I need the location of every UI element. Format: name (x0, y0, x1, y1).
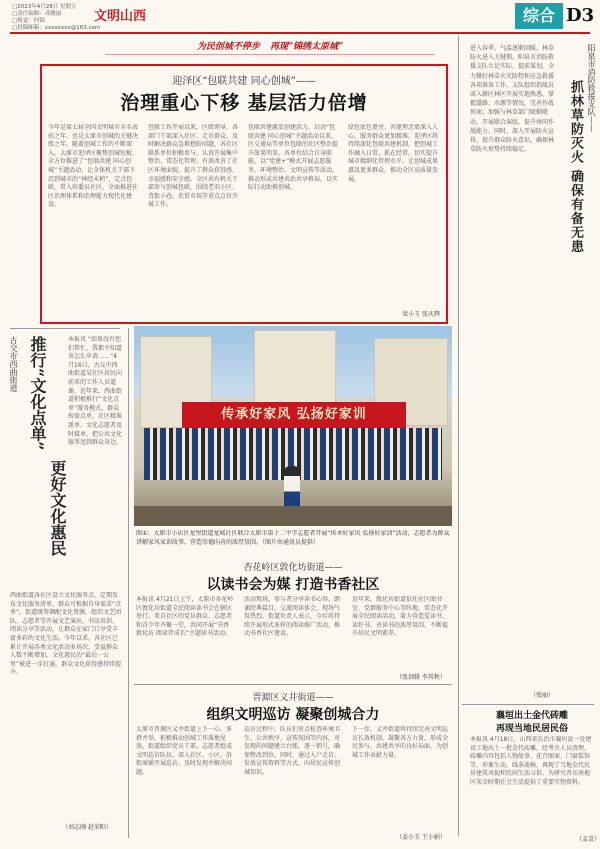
lead-col-3: 包联共建激发创建活力。启动“包联共建 同心创城”主题活动以来，区交通局等单位包联的社区整治提升效果明显。各单位结合自身职能，以“党建+”模式开展志愿服务、环境整治、文明宣传等活动，推动形成共建共治共享格局，以实际行动助推创城。 (248, 124, 339, 192)
story3-kicker: 晋源区义井街道—— (252, 693, 334, 703)
lead-col-4: 绿色底色更亮、共建理念更深入人心，服务群众更加精准。迎泽区将持续深化包联共建机制，把创城工作融入日常、抓在经常，切实提升城市精细化管理水平。让创城成果惠及更多群众，推动全区高质量发展。 (348, 124, 439, 183)
lead-col-2: 包联工作开展以来，区级领导、各部门干部深入社区、走访群众，及时解决群众急难愁盼问题，各社区联系单位积极参与，认真开展集中整治、常态化管理，有效改善了社区环境面貌，提升了群众获得感、幸福感和安全感。全区共有机关干部参与创城包联，围绕老旧小区、背街小巷、农贸市场等重点点位开展工作。 (148, 124, 239, 209)
right-story2-headline-b: 再现当地民居民俗 (495, 724, 568, 734)
editor-line: □责任编辑：邓雅丽 (12, 11, 62, 17)
page-number: D3 (566, 5, 595, 26)
story3-byline: （姜小玉 王小娟） (396, 834, 446, 841)
left-story-top-rule (10, 328, 120, 329)
story3-col-1: 太原市晋源区义井街道上下一心，多措并举，积极推动创城工作落地见效。街道组织党员干部、志愿者组成文明巡访队伍，深入社区、小区、沿街商铺开展巡访，及时发现并解决问题。 (136, 726, 233, 776)
lead-headline: 治理重心下移 基层活力倍增 (120, 92, 368, 114)
right-column-divider (458, 36, 459, 836)
photo-ground (134, 506, 452, 526)
left-story-intro: 本报讯 “如果没有您们帮忙，我都不知道该怎么申请……”4月16日，古交市西曲街道某社区居民向前来的工作人员道谢。近年来，西曲街道积极推行“文化点单”服务模式，群众按需点单，社区精准派单，文化志愿者及时接单，把公共文化服务送到群众身边。 (68, 336, 122, 447)
right-story-kicker: 阳泉市消防救援支队—— (587, 44, 596, 132)
lead-col-1: 今年是第七届全国文明城市全名表彰之年。也是太原市创城的关键决胜之年。随着创城工作的不断深入，太原市迎泽区聚焦创城短板，全方位推进了“包联共建 同心创城”主题活动，让全体机关干部下沉到城市的“神经末梢”，定点包联，常入驻委员社区。全面推进社区治理体系和治理能力现代化建设。 (48, 124, 139, 209)
story2-col-1: 本报讯 4月21日上午，太原市杏花岭区敦化坊街道全民阅读读书会在辖区举行。来自社区的党员群众、志愿者和青少年齐聚一堂，共同开展“书香敦化坊 阅读伴成长”主题读书活动。 (136, 596, 234, 638)
right-story-byline: （张丽） (530, 692, 555, 699)
date-line: □2023年4月28日 星期五 (12, 4, 77, 10)
right-story2-headline-a: 襄垣出土金代砖雕 (495, 711, 568, 721)
story3-headline: 组织文明巡访 凝聚创城合力 (206, 707, 380, 723)
right-story-headline: 抓林草防灭火 确保有备无患 (568, 80, 583, 254)
photo-banner: 传承好家风 弘扬好家训 (182, 402, 406, 428)
banner-right: 再现“锦绣太原城” (269, 41, 344, 52)
column-logo: 文明山西 (94, 9, 147, 24)
story3-col-2: 巡访过程中，队员们重点检查环境卫生、公共秩序、宣传氛围等内容，对发现的问题建立台账，逐一销号，确保整改到位。同时，通过入户走访、发放宣传资料等方式，向居民宣传创城知识。 (244, 726, 341, 776)
right-story2-body: 本报讯 4月18日，山西省长治市襄垣县一处建设工地出土一批金代砖雕，经考古人员清理，砖雕内容包括人物故事、花卉图案、门窗装饰等，形象生动，线条流畅，再现了当地金代民居建筑风貌和民间生活习俗，为研究晋东南地区宋金时期社会生活提供了重要实物资料。 (470, 736, 592, 786)
left-story-body: 西曲街道各社区设立文化服务点，定期发布文化服务清单，群众可根据自身需求“点单”，街道统筹调配文化资源，组织文艺团队、志愿者等开展文艺演出、书法培训、阅读分享等活动，让群众在家门口享受丰富多彩的文化生活。今年以来，各社区已累计开展各类文化活动多场次，受益群众人数不断增加。文化惠民的“最后一公里”被进一步打通，群众文化获得感持续提升。 (10, 592, 122, 677)
banner-left: 为民创城不停步 (196, 41, 260, 52)
lead-byline: 梁小玉 张庆辉 (402, 311, 440, 318)
story2-headline: 以读书会为媒 打造书香社区 (206, 577, 380, 593)
story3-top-rule (134, 684, 452, 685)
lead-story-box (40, 64, 448, 324)
news-photo (134, 326, 452, 526)
story2-col-2: 活动现场，参与者分享读书心得，朗诵经典篇目，交流阅读体会，现场气氛热烈。街道负责人表示，今后将持续开展形式多样的阅读推广活动，推动书香社区建设。 (244, 596, 341, 638)
right-story-body: 进入春季，气温逐渐回暖，林草防火进入关键期。阳泉市消防救援支队立足实际，提前谋划，全力做好林草火灾防控和应急救援各项准备工作。支队组织指战员深入辖区林区开展实地熟悉，掌握道路、水源等情况，完善作战预案；加强与林草部门联勤联动，开展联合演练，提升协同作战能力。同时，深入开展防火宣传，提升群众防火意识，确保林草防火形势持续稳定。 (470, 45, 555, 154)
left-story-headline-a: 推行“文化点单” (28, 336, 47, 451)
left-story-byline: （刘志刚 赵荣阳） (62, 824, 112, 831)
photo-caption: 图①：太原市小店区龙堡街道龙城社区联合太原市第十二中学志愿者开展“传承好家风 弘扬好家训”活动，志愿者为群众讲解家风家训故事，营造崇德向善的浓厚氛围。（图片由通讯员提供） (136, 530, 450, 546)
email-line: □投稿邮箱：xxxxxxxx@163.com (12, 25, 101, 31)
masthead-rule (10, 32, 590, 34)
right-story2-byline: （孟喜） (576, 836, 600, 843)
section-badge: 综合 (515, 3, 563, 29)
right-story-rule (462, 704, 594, 705)
lead-kicker: 迎泽区“包联共建 同心创城”—— (172, 76, 316, 87)
story2-byline: （张剑锋 李其秋） (396, 674, 446, 681)
story2-col-3: 近年来，敦化坊街道依托社区图书室、党群服务中心等阵地，常态化开展全民阅读活动，着力营造爱读书、读好书、善读书的浓厚氛围，不断提升居民文明素养。 (352, 596, 449, 638)
story3-col-3: 下一步，义井街道将持续完善文明巡访长效机制，凝聚各方力量，形成全民参与、共建共享的良好局面，为创城工作贡献力量。 (352, 726, 449, 759)
story2-kicker: 杏花岭区敦化坊街道—— (243, 563, 343, 573)
left-story-headline-b: 更好文化惠民 (48, 460, 67, 556)
slogan-banner (105, 36, 435, 55)
left-column-divider (128, 328, 129, 838)
visual-line: □视觉：何锦 (12, 18, 45, 24)
left-story-kicker: 古交市西曲街道 (9, 336, 18, 392)
